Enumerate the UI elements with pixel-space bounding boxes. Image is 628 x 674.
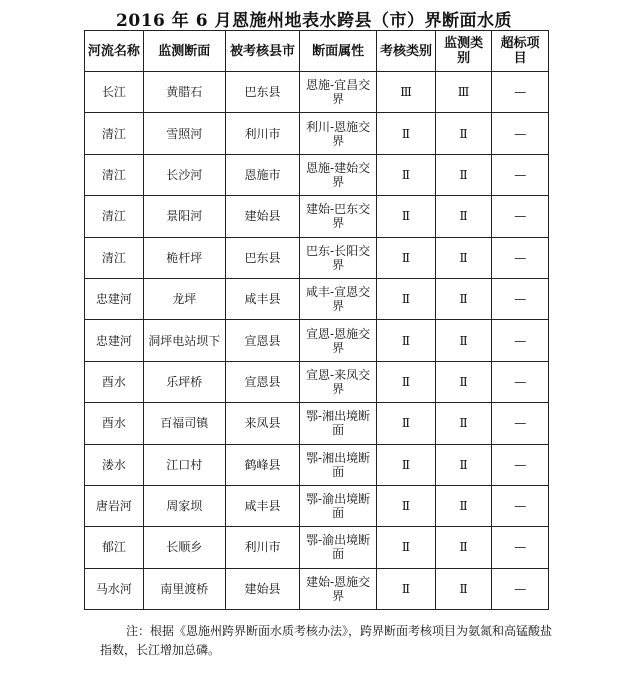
cell-exceeded-items: — bbox=[492, 527, 549, 568]
cell-section: 百福司镇 bbox=[143, 403, 225, 444]
cell-measured-class: Ⅲ bbox=[435, 72, 492, 113]
cell-measured-class: Ⅱ bbox=[435, 527, 492, 568]
cell-target-class: Ⅱ bbox=[377, 444, 436, 485]
cell-exceeded-items: — bbox=[492, 403, 549, 444]
cell-county: 宣恩县 bbox=[225, 320, 299, 361]
water-quality-table bbox=[84, 30, 549, 610]
cell-target-class: Ⅱ bbox=[377, 113, 436, 154]
cell-county: 建始县 bbox=[225, 568, 299, 609]
cell-county: 利川市 bbox=[225, 527, 299, 568]
cell-attribute: 鄂-湘出境断面 bbox=[300, 444, 377, 485]
cell-target-class: Ⅱ bbox=[377, 403, 436, 444]
page-title: 2016 年 6 月恩施州地表水跨县（市）界断面水质 bbox=[116, 11, 512, 31]
table-row bbox=[85, 568, 549, 609]
cell-county: 咸丰县 bbox=[225, 278, 299, 319]
cell-exceeded-items: — bbox=[492, 113, 549, 154]
cell-river: 忠建河 bbox=[85, 278, 144, 319]
cell-attribute: 利川-恩施交界 bbox=[300, 113, 377, 154]
cell-river: 清江 bbox=[85, 154, 144, 195]
cell-target-class: Ⅱ bbox=[377, 485, 436, 526]
header-section: 监测断面 bbox=[143, 31, 225, 72]
cell-county: 恩施市 bbox=[225, 154, 299, 195]
cell-county: 巴东县 bbox=[225, 72, 299, 113]
cell-section: 长顺乡 bbox=[143, 527, 225, 568]
cell-section: 江口村 bbox=[143, 444, 225, 485]
cell-attribute: 巴东-长阳交界 bbox=[300, 237, 377, 278]
cell-river: 清江 bbox=[85, 196, 144, 237]
cell-section: 乐坪桥 bbox=[143, 361, 225, 402]
cell-measured-class: Ⅱ bbox=[435, 568, 492, 609]
cell-county: 巴东县 bbox=[225, 237, 299, 278]
header-target-class: 考核类别 bbox=[377, 31, 436, 72]
cell-measured-class: Ⅱ bbox=[435, 113, 492, 154]
cell-exceeded-items: — bbox=[492, 568, 549, 609]
cell-section: 景阳河 bbox=[143, 196, 225, 237]
table-row bbox=[85, 113, 549, 154]
header-river: 河流名称 bbox=[85, 31, 144, 72]
table-row bbox=[85, 403, 549, 444]
table-row bbox=[85, 196, 549, 237]
cell-measured-class: Ⅱ bbox=[435, 485, 492, 526]
cell-county: 利川市 bbox=[225, 113, 299, 154]
cell-river: 唐岩河 bbox=[85, 485, 144, 526]
cell-target-class: Ⅱ bbox=[377, 568, 436, 609]
cell-section: 南里渡桥 bbox=[143, 568, 225, 609]
cell-target-class: Ⅱ bbox=[377, 361, 436, 402]
cell-attribute: 建始-巴东交界 bbox=[300, 196, 377, 237]
cell-exceeded-items: — bbox=[492, 72, 549, 113]
cell-measured-class: Ⅱ bbox=[435, 237, 492, 278]
cell-county: 鹤峰县 bbox=[225, 444, 299, 485]
cell-target-class: Ⅱ bbox=[377, 196, 436, 237]
cell-measured-class: Ⅱ bbox=[435, 403, 492, 444]
header-county: 被考核县市 bbox=[225, 31, 299, 72]
cell-attribute: 恩施-宜昌交界 bbox=[300, 72, 377, 113]
cell-county: 咸丰县 bbox=[225, 485, 299, 526]
cell-target-class: Ⅱ bbox=[377, 154, 436, 195]
cell-attribute: 咸丰-宣恩交界 bbox=[300, 278, 377, 319]
cell-attribute: 宣恩-来凤交界 bbox=[300, 361, 377, 402]
cell-river: 清江 bbox=[85, 113, 144, 154]
cell-measured-class: Ⅱ bbox=[435, 196, 492, 237]
table-row bbox=[85, 237, 549, 278]
footnote: 注：根据《恩施州跨界断面水质考核办法》，跨界断面考核项目为氨氮和高锰酸盐指数，长江增加总磷。 bbox=[100, 624, 553, 657]
cell-measured-class: Ⅱ bbox=[435, 444, 492, 485]
cell-attribute: 建始-恩施交界 bbox=[300, 568, 377, 609]
cell-section: 雪照河 bbox=[143, 113, 225, 154]
cell-river: 郁江 bbox=[85, 527, 144, 568]
cell-exceeded-items: — bbox=[492, 444, 549, 485]
table-row bbox=[85, 278, 549, 319]
cell-measured-class: Ⅱ bbox=[435, 361, 492, 402]
cell-section: 周家坝 bbox=[143, 485, 225, 526]
cell-county: 来凤县 bbox=[225, 403, 299, 444]
table-header-row bbox=[85, 31, 549, 72]
table-row bbox=[85, 154, 549, 195]
cell-section: 长沙河 bbox=[143, 154, 225, 195]
cell-exceeded-items: — bbox=[492, 485, 549, 526]
cell-exceeded-items: — bbox=[492, 320, 549, 361]
cell-exceeded-items: — bbox=[492, 196, 549, 237]
cell-measured-class: Ⅱ bbox=[435, 320, 492, 361]
cell-county: 宣恩县 bbox=[225, 361, 299, 402]
cell-target-class: Ⅱ bbox=[377, 237, 436, 278]
cell-section: 洞坪电站坝下 bbox=[143, 320, 225, 361]
cell-river: 酉水 bbox=[85, 403, 144, 444]
cell-attribute: 鄂-渝出境断面 bbox=[300, 527, 377, 568]
cell-exceeded-items: — bbox=[492, 278, 549, 319]
table-row bbox=[85, 444, 549, 485]
table-row bbox=[85, 485, 549, 526]
cell-attribute: 恩施-建始交界 bbox=[300, 154, 377, 195]
cell-river: 忠建河 bbox=[85, 320, 144, 361]
cell-section: 黄腊石 bbox=[143, 72, 225, 113]
cell-target-class: Ⅱ bbox=[377, 527, 436, 568]
table-row bbox=[85, 361, 549, 402]
cell-section: 桅杆坪 bbox=[143, 237, 225, 278]
cell-river: 溇水 bbox=[85, 444, 144, 485]
table-row bbox=[85, 72, 549, 113]
cell-target-class: Ⅲ bbox=[377, 72, 436, 113]
header-exceeded-items: 超标项目 bbox=[492, 31, 549, 72]
table-row bbox=[85, 320, 549, 361]
header-attribute: 断面属性 bbox=[300, 31, 377, 72]
cell-exceeded-items: — bbox=[492, 154, 549, 195]
cell-attribute: 鄂-湘出境断面 bbox=[300, 403, 377, 444]
cell-section: 龙坪 bbox=[143, 278, 225, 319]
cell-attribute: 鄂-渝出境断面 bbox=[300, 485, 377, 526]
cell-measured-class: Ⅱ bbox=[435, 154, 492, 195]
cell-county: 建始县 bbox=[225, 196, 299, 237]
cell-river: 马水河 bbox=[85, 568, 144, 609]
cell-target-class: Ⅱ bbox=[377, 320, 436, 361]
cell-exceeded-items: — bbox=[492, 237, 549, 278]
cell-exceeded-items: — bbox=[492, 361, 549, 402]
header-measured-class: 监测类别 bbox=[435, 31, 492, 72]
cell-target-class: Ⅱ bbox=[377, 278, 436, 319]
cell-river: 酉水 bbox=[85, 361, 144, 402]
cell-measured-class: Ⅱ bbox=[435, 278, 492, 319]
cell-river: 清江 bbox=[85, 237, 144, 278]
cell-attribute: 宣恩-恩施交界 bbox=[300, 320, 377, 361]
table-row bbox=[85, 527, 549, 568]
cell-river: 长江 bbox=[85, 72, 144, 113]
